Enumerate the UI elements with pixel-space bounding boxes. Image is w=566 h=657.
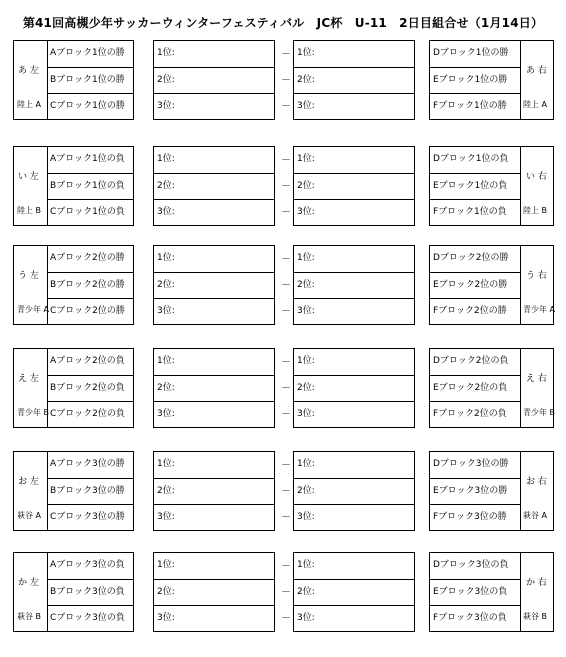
score-dash: － (281, 75, 291, 86)
left-team-box-row: Cブロック2位の負 (47, 401, 133, 427)
right-team-box (429, 552, 554, 632)
left-score-box-row: 2位: (154, 375, 274, 401)
left-venue-label: 萩谷 A (17, 511, 42, 520)
right-score-box-row: 3位: (294, 504, 414, 530)
right-team-box (429, 451, 554, 531)
right-team-box (429, 348, 554, 428)
left-team-box-row: Bブロック2位の勝 (47, 272, 133, 298)
right-score-box-row: 2位: (294, 67, 414, 93)
right-team-label: お 右 (526, 477, 547, 487)
right-team-box-row: Eブロック3位の勝 (430, 478, 520, 504)
right-team-divider (520, 147, 521, 225)
left-score-box-row: 1位: (157, 48, 175, 58)
left-team-box (13, 40, 134, 120)
right-score-box (293, 348, 415, 428)
score-dash: － (281, 613, 291, 624)
right-team-box-row: Dブロック3位の勝 (433, 459, 509, 469)
right-score-box-row: 2位: (294, 478, 414, 504)
left-score-box-row: 2位: (154, 67, 274, 93)
right-team-divider (520, 246, 521, 324)
left-score-box-row: 3位: (154, 401, 274, 427)
right-team-box-row: Fブロック1位の勝 (430, 93, 520, 119)
left-team-label: か 左 (18, 578, 39, 588)
left-team-box (13, 552, 134, 632)
score-dash: － (281, 280, 291, 291)
left-team-divider (47, 41, 48, 119)
score-dash: － (281, 254, 291, 265)
score-dash: － (281, 587, 291, 598)
left-team-label: あ 左 (18, 66, 39, 76)
left-score-box-row: 3位: (154, 504, 274, 530)
match-group (0, 245, 566, 325)
left-score-box-row: 1位: (157, 356, 175, 366)
right-team-box-row: Dブロック3位の負 (433, 560, 509, 570)
match-group (0, 552, 566, 632)
right-score-box-row: 2位: (294, 272, 414, 298)
left-team-box-row: Cブロック3位の勝 (47, 504, 133, 530)
right-team-box-row: Dブロック2位の負 (433, 356, 509, 366)
right-score-box-row: 1位: (297, 154, 315, 164)
left-score-box (153, 40, 275, 120)
left-team-label: え 左 (18, 374, 39, 384)
left-score-box (153, 146, 275, 226)
left-team-divider (47, 147, 48, 225)
right-team-box (429, 40, 554, 120)
score-dash: － (281, 486, 291, 497)
right-team-box-row: Dブロック2位の勝 (433, 253, 509, 263)
left-team-label: い 左 (18, 172, 39, 182)
right-score-box-row: 1位: (297, 560, 315, 570)
left-score-box (153, 552, 275, 632)
left-team-box-row: Bブロック3位の勝 (47, 478, 133, 504)
right-venue-label: 青少年 A (523, 305, 556, 314)
right-team-divider (520, 349, 521, 427)
right-team-box (429, 146, 554, 226)
left-team-box-row: Aブロック3位の勝 (50, 459, 125, 469)
page-title: 第41回高槻少年サッカーウィンターフェスティバル JC杯 U-11 2日目組合せ（1月14日） (22, 16, 544, 30)
right-team-divider (520, 553, 521, 631)
left-score-box-row: 1位: (157, 459, 175, 469)
left-team-label: お 左 (18, 477, 39, 487)
score-dash: － (281, 409, 291, 420)
right-score-box-row: 1位: (297, 253, 315, 263)
right-team-box-row: Eブロック1位の負 (430, 173, 520, 199)
left-team-box-row: Aブロック2位の勝 (50, 253, 125, 263)
left-venue-label: 萩谷 B (17, 612, 42, 621)
right-team-box (429, 245, 554, 325)
right-venue-label: 陸上 A (523, 100, 548, 109)
right-venue-label: 青少年 B (523, 408, 556, 417)
right-score-box (293, 245, 415, 325)
right-team-label: い 右 (526, 172, 547, 182)
left-team-box (13, 146, 134, 226)
right-team-box-row: Fブロック2位の勝 (430, 298, 520, 324)
right-score-box (293, 552, 415, 632)
right-team-label: う 右 (526, 271, 547, 281)
score-dash: － (281, 561, 291, 572)
left-score-box (153, 451, 275, 531)
left-score-box (153, 348, 275, 428)
left-team-box-row: Bブロック1位の負 (47, 173, 133, 199)
right-score-box-row: 3位: (294, 401, 414, 427)
score-dash: － (281, 357, 291, 368)
score-dash: － (281, 155, 291, 166)
score-dash: － (281, 383, 291, 394)
left-score-box-row: 3位: (154, 93, 274, 119)
right-team-label: あ 右 (526, 66, 547, 76)
score-dash: － (281, 460, 291, 471)
right-score-box-row: 2位: (294, 579, 414, 605)
left-team-box (13, 245, 134, 325)
right-team-box-row: Eブロック3位の負 (430, 579, 520, 605)
match-group (0, 40, 566, 120)
left-team-box-row: Aブロック2位の負 (50, 356, 125, 366)
right-score-box-row: 2位: (294, 173, 414, 199)
right-team-label: え 右 (526, 374, 547, 384)
left-team-label: う 左 (18, 271, 39, 281)
match-group (0, 348, 566, 428)
left-team-divider (47, 553, 48, 631)
left-score-box-row: 1位: (157, 154, 175, 164)
left-team-box (13, 451, 134, 531)
left-score-box-row: 1位: (157, 253, 175, 263)
right-team-divider (520, 41, 521, 119)
left-score-box-row: 2位: (154, 579, 274, 605)
score-dash: － (281, 49, 291, 60)
right-score-box-row: 1位: (297, 356, 315, 366)
score-dash: － (281, 181, 291, 192)
right-venue-label: 陸上 B (523, 206, 548, 215)
right-venue-label: 萩谷 A (523, 511, 548, 520)
left-team-box-row: Bブロック2位の負 (47, 375, 133, 401)
left-score-box-row: 2位: (154, 272, 274, 298)
score-dash: － (281, 306, 291, 317)
right-score-box-row: 3位: (294, 298, 414, 324)
score-dash: － (281, 101, 291, 112)
right-score-box-row: 3位: (294, 605, 414, 631)
left-score-box-row: 1位: (157, 560, 175, 570)
right-team-box-row: Fブロック2位の負 (430, 401, 520, 427)
right-score-box-row: 1位: (297, 48, 315, 58)
left-score-box-row: 3位: (154, 199, 274, 225)
right-team-box-row: Fブロック1位の負 (430, 199, 520, 225)
right-team-label: か 右 (526, 578, 547, 588)
score-dash: － (281, 207, 291, 218)
right-team-box-row: Eブロック2位の負 (430, 375, 520, 401)
right-team-box-row: Dブロック1位の勝 (433, 48, 509, 58)
right-score-box-row: 3位: (294, 93, 414, 119)
right-team-box-row: Fブロック3位の負 (430, 605, 520, 631)
left-team-box-row: Cブロック1位の勝 (47, 93, 133, 119)
left-team-box-row: Cブロック2位の勝 (47, 298, 133, 324)
left-team-divider (47, 452, 48, 530)
match-group (0, 146, 566, 226)
left-team-box (13, 348, 134, 428)
left-team-box-row: Bブロック1位の勝 (47, 67, 133, 93)
left-team-box-row: Bブロック3位の負 (47, 579, 133, 605)
left-score-box-row: 2位: (154, 478, 274, 504)
right-venue-label: 萩谷 B (523, 612, 548, 621)
right-team-box-row: Dブロック1位の負 (433, 154, 509, 164)
right-team-box-row: Fブロック3位の勝 (430, 504, 520, 530)
left-venue-label: 陸上 B (17, 206, 42, 215)
left-score-box-row: 3位: (154, 605, 274, 631)
left-score-box (153, 245, 275, 325)
left-team-box-row: Aブロック1位の勝 (50, 48, 125, 58)
score-dash: － (281, 512, 291, 523)
left-venue-label: 青少年 B (17, 408, 50, 417)
right-score-box (293, 40, 415, 120)
left-team-box-row: Aブロック3位の負 (50, 560, 125, 570)
right-team-box-row: Eブロック2位の勝 (430, 272, 520, 298)
left-team-box-row: Cブロック1位の負 (47, 199, 133, 225)
left-team-box-row: Aブロック1位の負 (50, 154, 125, 164)
right-score-box-row: 1位: (297, 459, 315, 469)
right-score-box (293, 451, 415, 531)
right-score-box-row: 3位: (294, 199, 414, 225)
right-score-box (293, 146, 415, 226)
left-team-box-row: Cブロック3位の負 (47, 605, 133, 631)
left-score-box-row: 3位: (154, 298, 274, 324)
left-score-box-row: 2位: (154, 173, 274, 199)
match-group (0, 451, 566, 531)
right-score-box-row: 2位: (294, 375, 414, 401)
left-venue-label: 陸上 A (17, 100, 42, 109)
right-team-box-row: Eブロック1位の勝 (430, 67, 520, 93)
right-team-divider (520, 452, 521, 530)
left-venue-label: 青少年 A (17, 305, 50, 314)
